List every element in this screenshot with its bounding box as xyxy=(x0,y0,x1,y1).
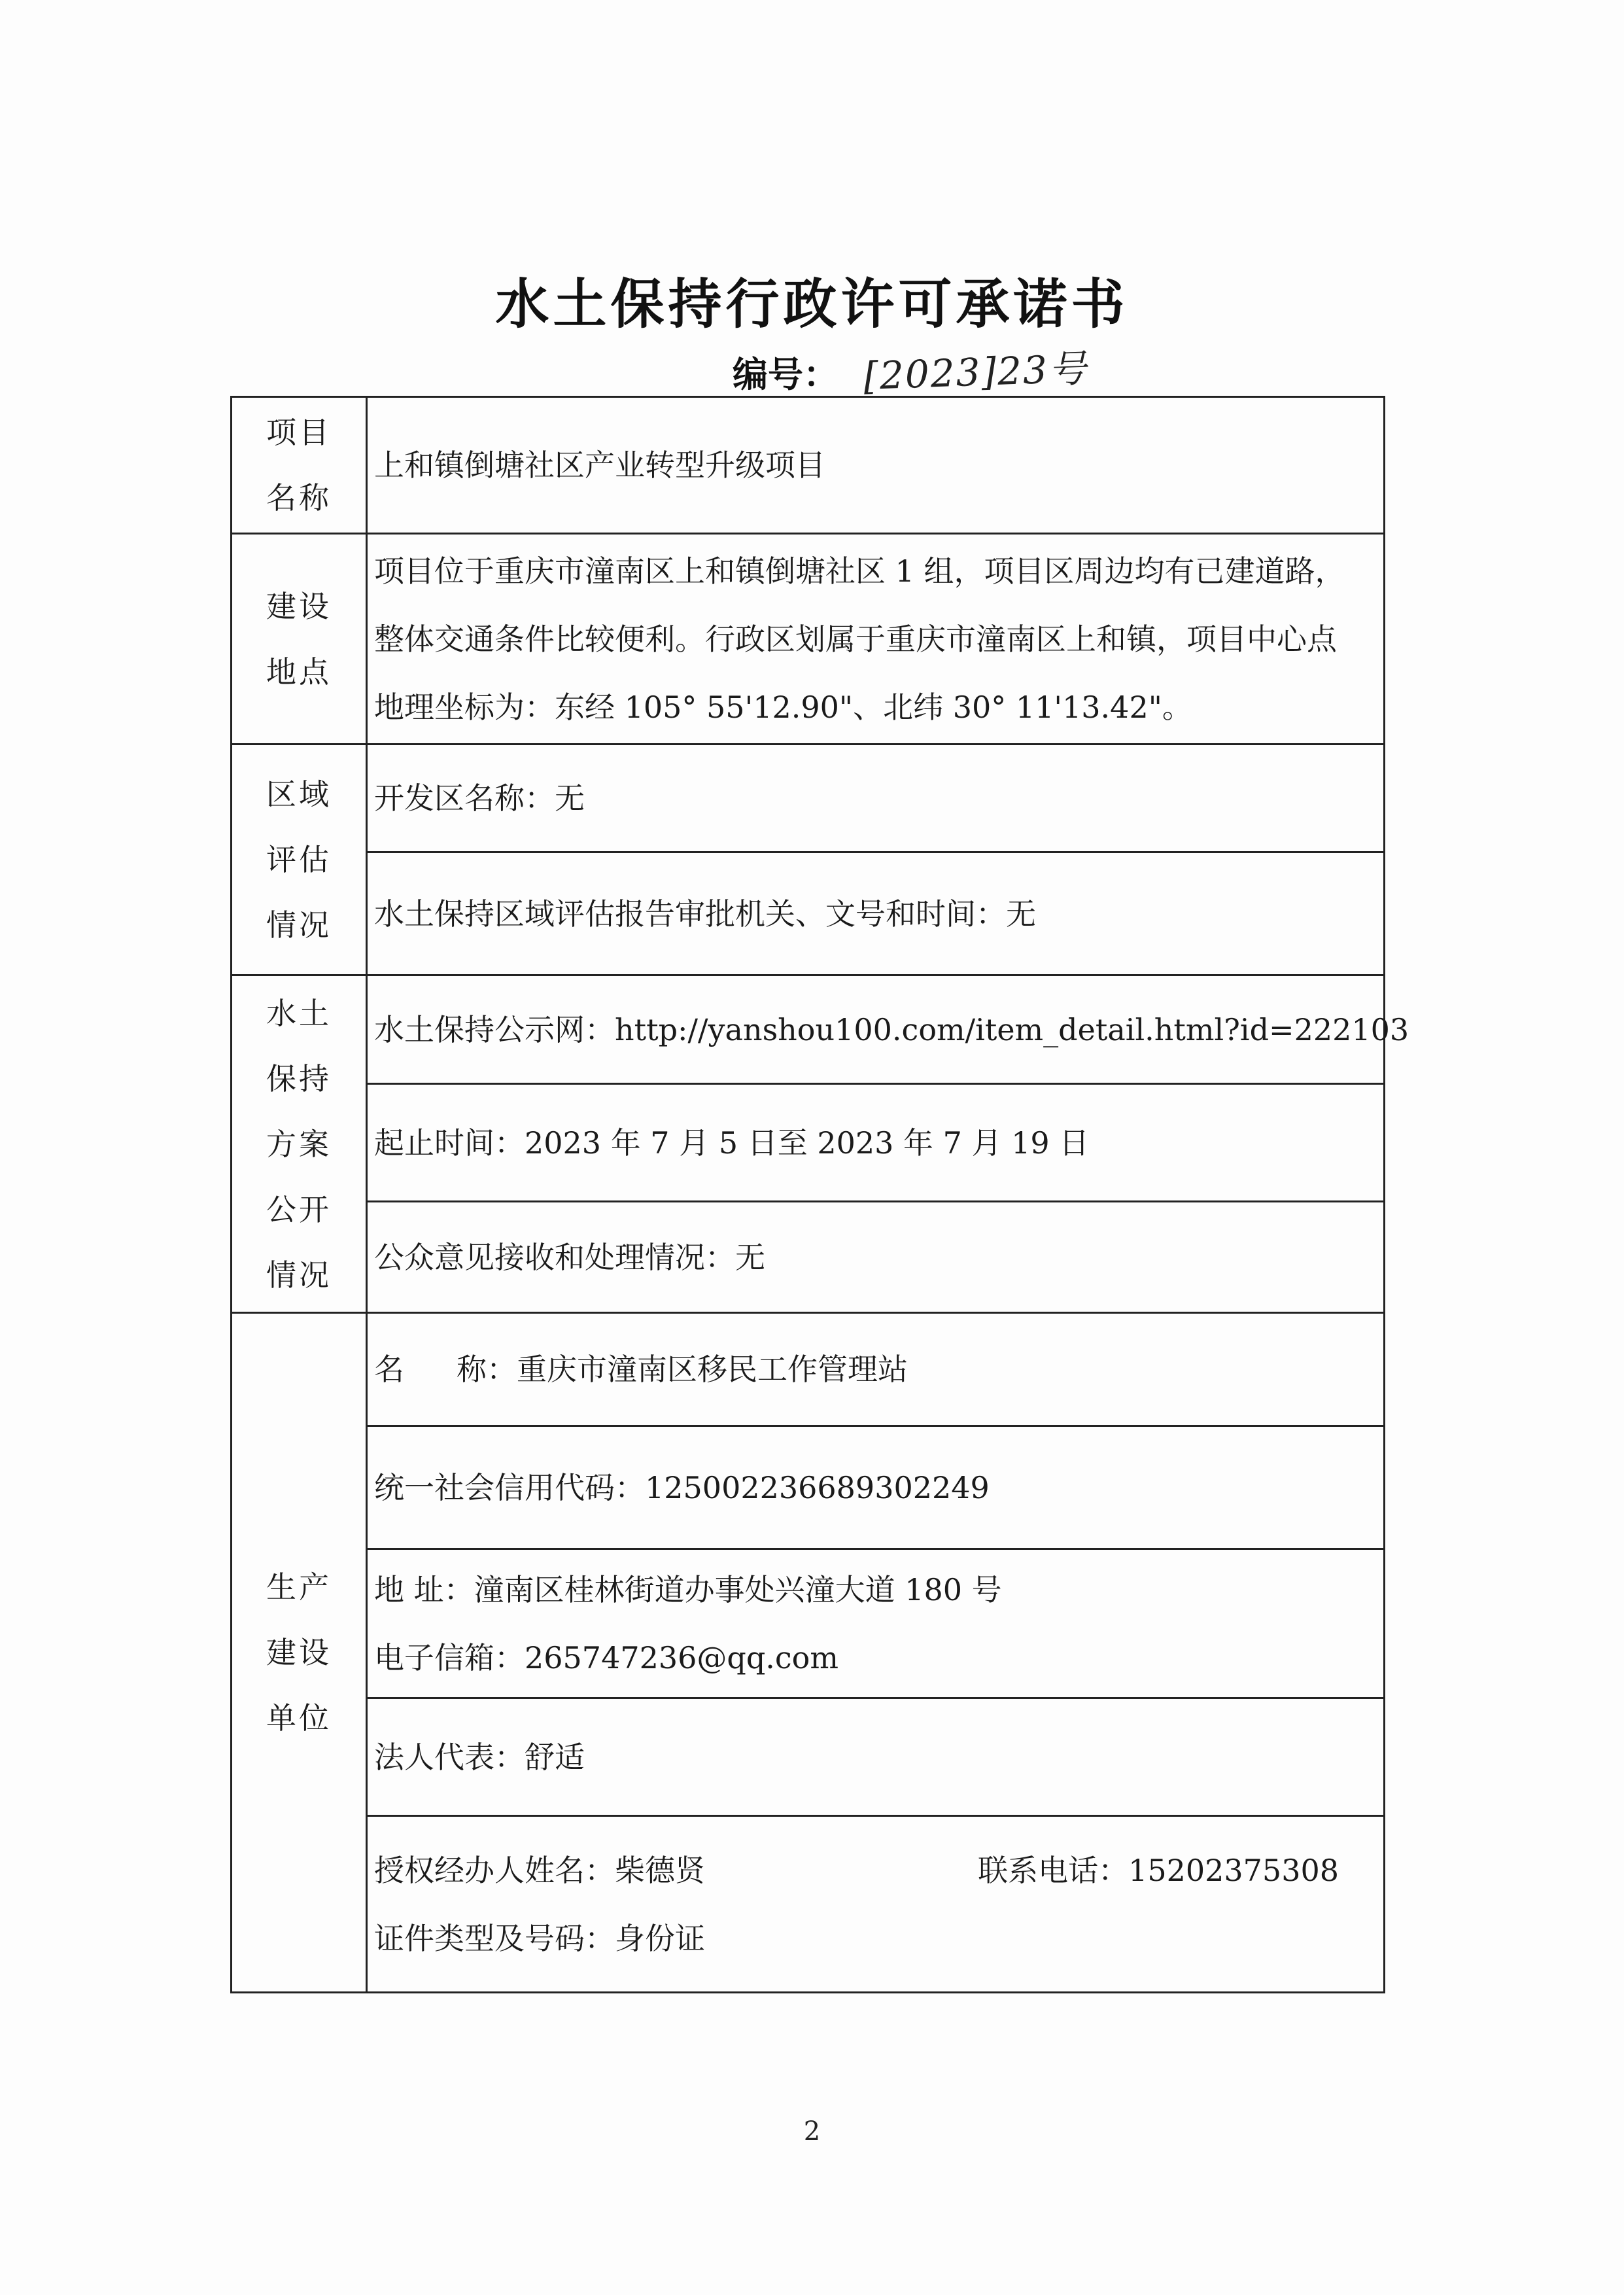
label-regional-assessment xyxy=(232,745,367,975)
row-project-name xyxy=(232,397,1385,534)
row-publicity-website xyxy=(232,975,1385,1084)
unit-name-label-first: 名 xyxy=(374,1352,404,1387)
value-publicity-website xyxy=(367,975,1409,1084)
value-agent xyxy=(367,1816,1385,1993)
agent-name-text: 授权经办人姓名：柴德贤 xyxy=(374,1852,705,1888)
publicity-period-text: 起止时间：2023 年 7 月 5 日至 2023 年 7 月 19 日 xyxy=(374,1125,1090,1161)
row-credit-code xyxy=(232,1426,1385,1549)
row-address-email xyxy=(232,1549,1385,1698)
value-address-email xyxy=(367,1549,1385,1698)
row-regional-assessment-devzone xyxy=(232,745,1385,852)
label-line: 区域 xyxy=(266,777,332,812)
unit-name-label-rest: 称：重庆市潼南区移民工作管理站 xyxy=(457,1352,908,1387)
label-line: 地点 xyxy=(266,654,332,690)
agent-phone-text: 联系电话：15202375308 xyxy=(978,1852,1339,1888)
value-assessment-approval xyxy=(367,852,1385,975)
value-public-opinion xyxy=(367,1202,1385,1313)
row-regional-assessment-approval xyxy=(232,852,1385,975)
site-description-line-2: 整体交通条件比较便利。行政区划属于重庆市潼南区上和镇，项目中心点 xyxy=(374,621,1337,657)
label-line: 水土 xyxy=(266,995,332,1031)
label-line: 生产 xyxy=(266,1569,332,1605)
value-legal-rep xyxy=(367,1698,1385,1816)
publicity-website-text: 水土保持公示网：http://yanshou100.com/item_detail.html?id=222103 xyxy=(374,1011,1409,1047)
commitment-form-table xyxy=(230,396,1409,1993)
label-project-name xyxy=(232,397,367,534)
unit-name-text xyxy=(374,1335,1378,1403)
value-project-name xyxy=(367,397,1385,534)
row-legal-rep xyxy=(232,1698,1385,1816)
row-public-opinion xyxy=(232,1202,1385,1313)
credit-code-text: 统一社会信用代码：125002236689302249 xyxy=(374,1469,990,1505)
dev-zone-text: 开发区名称：无 xyxy=(374,780,585,816)
row-agent xyxy=(232,1816,1385,1993)
document-number-label: 编号： xyxy=(733,354,838,395)
assessment-approval-text: 水土保持区域评估报告审批机关、文号和时间：无 xyxy=(374,896,1036,932)
page-number: 2 xyxy=(803,2116,821,2146)
row-publicity-period xyxy=(232,1084,1385,1202)
label-construction-site xyxy=(232,534,367,745)
label-line: 名称 xyxy=(266,480,332,516)
label-line: 公开 xyxy=(266,1191,332,1227)
public-opinion-text: 公众意见接收和处理情况：无 xyxy=(374,1239,765,1275)
label-line: 单位 xyxy=(266,1700,332,1736)
agent-phone-line xyxy=(374,1836,1378,1904)
label-line: 建设 xyxy=(266,1635,332,1670)
label-line: 建设 xyxy=(266,588,332,624)
label-production-unit xyxy=(232,1313,367,1993)
site-description-line-3: 地理坐标为：东经 105° 55'12.90"、北纬 30° 11'13.42"。 xyxy=(374,689,1192,725)
label-line: 项目 xyxy=(266,415,332,450)
value-publicity-period xyxy=(367,1084,1385,1202)
label-line: 方案 xyxy=(266,1126,332,1162)
value-unit-name xyxy=(367,1313,1385,1426)
legal-rep-text: 法人代表：舒适 xyxy=(374,1739,585,1775)
project-name-text: 上和镇倒塘社区产业转型升级项目 xyxy=(374,447,825,483)
label-line: 情况 xyxy=(266,907,332,943)
label-line: 保持 xyxy=(266,1060,332,1096)
document-number-handwritten: [2023]23号 xyxy=(863,346,1088,398)
email-text: 电子信箱：265747236@qq.com xyxy=(374,1639,838,1675)
row-unit-name xyxy=(232,1313,1385,1426)
label-plan-publicity xyxy=(232,975,367,1313)
value-credit-code xyxy=(367,1426,1385,1549)
label-line: 评估 xyxy=(266,842,332,877)
value-dev-zone xyxy=(367,745,1385,852)
row-construction-site xyxy=(232,534,1385,745)
address-text: 地 址：潼南区桂林街道办事处兴潼大道 180 号 xyxy=(374,1571,1002,1607)
site-description-line-1: 项目位于重庆市潼南区上和镇倒塘社区 1 组，项目区周边均有已建道路， xyxy=(374,553,1345,589)
id-type-text: 证件类型及号码：身份证 xyxy=(374,1920,705,1956)
value-construction-site xyxy=(367,534,1385,745)
document-title: 水土保持行政许可承诺书 xyxy=(495,273,1129,336)
label-line: 情况 xyxy=(266,1257,332,1293)
